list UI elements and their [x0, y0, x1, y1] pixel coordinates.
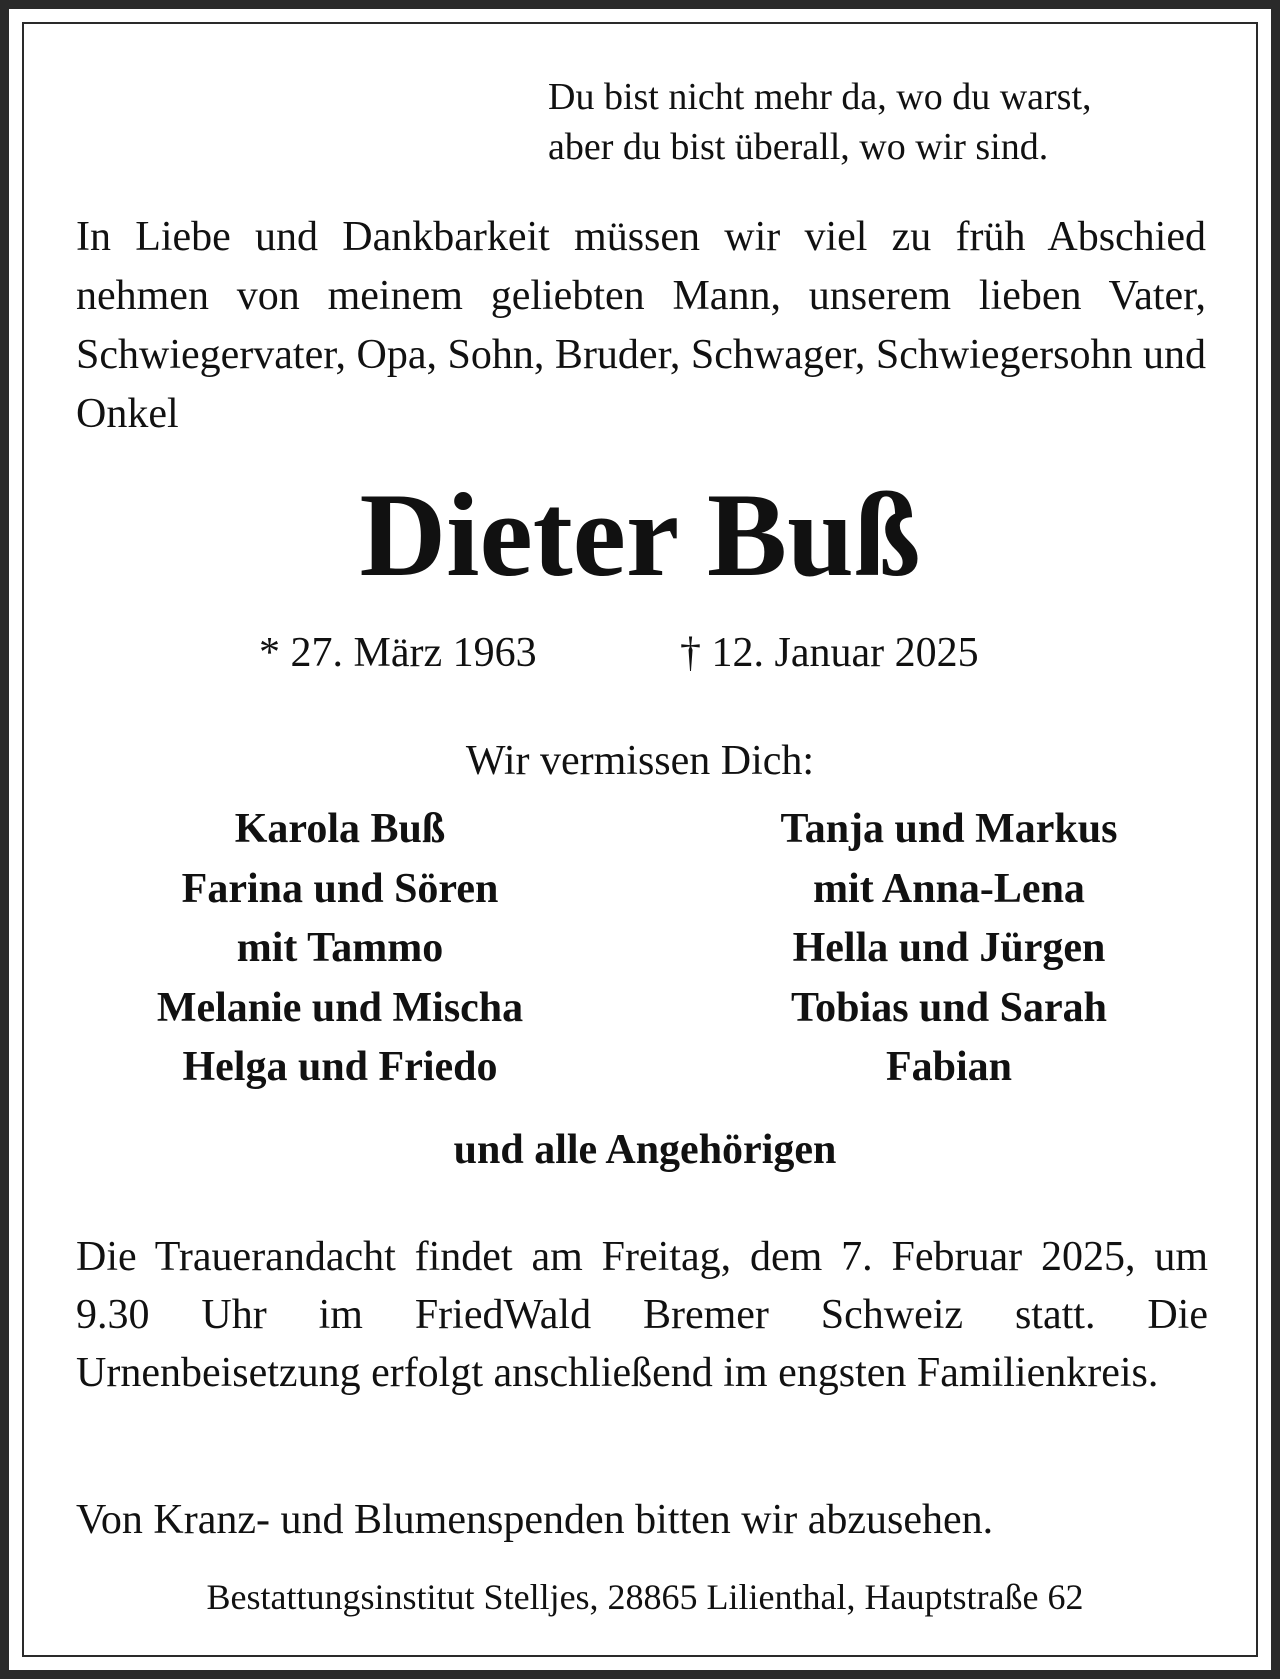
intro-paragraph: In Liebe und Dankbarkeit müssen wir viel zu früh Abschied nehmen von meinem geliebten Mann, unserem lieben Vater, Schwiegervater, Opa, Sohn, Bruder, Schwager, Schwiegersohn und Onkel	[76, 214, 1206, 437]
mourner-name: Melanie und Mischa	[156, 984, 524, 1031]
mourners-column-right	[669, 800, 1229, 1098]
mourner-name: Fabian	[885, 1044, 1013, 1090]
mourners-column-left	[60, 800, 620, 1098]
mourner-name: mit Tammo	[236, 925, 444, 971]
service-announcement: Die Trauerandacht findet am Freitag, dem 7. Februar 2025, um 9.30 Uhr im FriedWald Bremer Schweiz statt. Die Urnenbeisetzung erfolgt anschließend im engsten Familienkreis.	[76, 1234, 1208, 1396]
mourner-name: Farina und Sören	[181, 865, 499, 912]
funeral-home-line: Bestattungsinstitut Stelljes, 28865 Lilienthal, Hauptstraße 62	[206, 1577, 1084, 1617]
mourner-name: Tanja und Markus	[780, 806, 1118, 852]
mourner-name: mit Anna-Lena	[813, 865, 1085, 912]
mourner-name: Karola Buß	[234, 806, 446, 852]
mourner-name: Hella und Jürgen	[792, 925, 1106, 971]
all-relatives: und alle Angehörigen	[453, 1127, 837, 1173]
quote-line-1: Du bist nicht mehr da, wo du warst,	[548, 76, 1092, 118]
mourners-heading: Wir vermissen Dich:	[465, 738, 815, 784]
memorial-quote	[548, 72, 1092, 172]
mourner-name: Tobias und Sarah	[791, 984, 1107, 1031]
mourner-name: Helga und Friedo	[182, 1044, 498, 1090]
birth-date: * 27. März 1963	[259, 630, 537, 676]
deceased-name: Dieter Buß	[359, 468, 921, 601]
flowers-note: Von Kranz- und Blumenspenden bitten wir abzusehen.	[76, 1497, 994, 1543]
quote-line-2: aber du bist überall, wo wir sind.	[548, 126, 1049, 168]
death-date: † 12. Januar 2025	[680, 630, 979, 676]
